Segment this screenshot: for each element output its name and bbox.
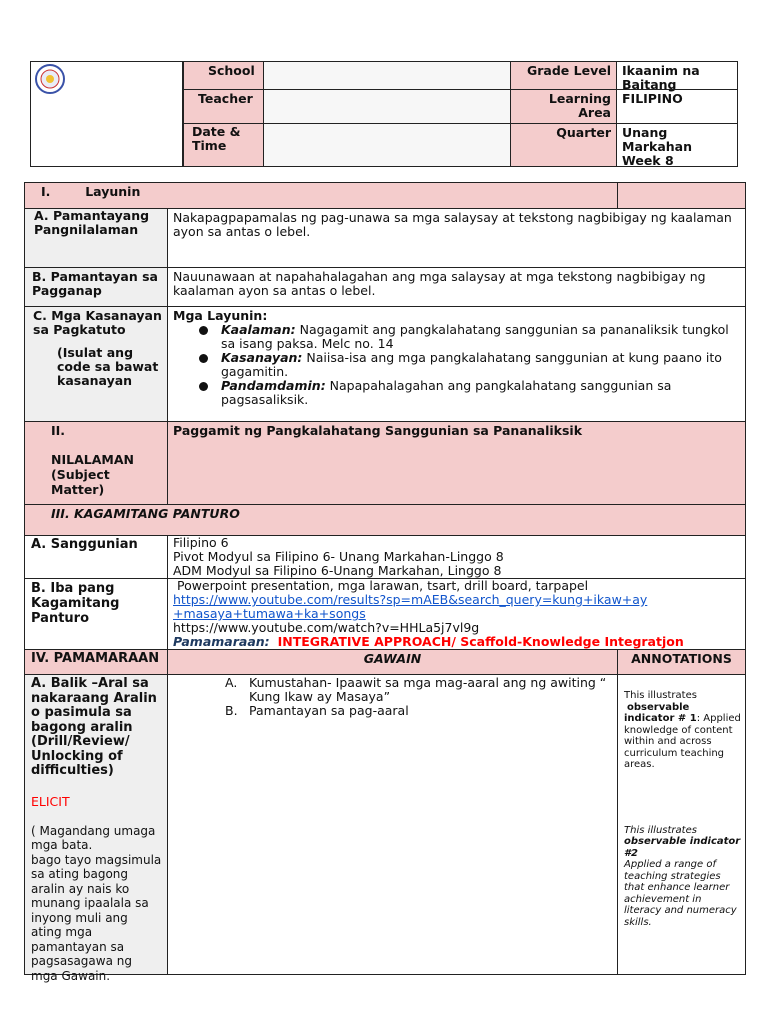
bullet-icon	[199, 354, 208, 363]
pamantayang-pangnilalaman-label: A. Pamantayang Pangnilalaman	[24, 208, 168, 268]
mga-layunin-heading: Mga Layunin:	[173, 308, 268, 323]
pamamaraan-title: IV. PAMAMARAAN	[24, 649, 168, 675]
pamamaraan-label: Pamamaraan:	[173, 634, 270, 649]
pamamaraan-value: INTEGRATIVE APPROACH/ Scaffold-Knowledge Integratjon	[277, 634, 684, 649]
date-time-field[interactable]	[263, 123, 511, 167]
annotation-2: This illustrates observable indicator #2 Applied a range of teaching strategies that enhance learner achievement in literacy and numeracy skills.	[624, 824, 741, 928]
youtube-watch-url: https://www.youtube.com/watch?v=HHLa5j7vl9g	[173, 620, 480, 635]
date-time-label: Date & Time	[183, 123, 264, 167]
gawain-content	[167, 674, 618, 975]
iba-pang-kagamitan-label: B. Iba pang Kagamitang Panturo	[24, 578, 168, 650]
nilalaman-label: NILALAMAN (Subject Matter)	[51, 452, 134, 497]
kasanayan-label: C. Mga Kasanayan sa Pagkatuto	[33, 308, 162, 337]
iba-pang-kagamitan-content	[167, 578, 746, 650]
school-label: School	[183, 61, 264, 90]
objectives-list	[173, 323, 740, 407]
kagamitang-panturo-title: III. KAGAMITANG PANTURO	[24, 504, 746, 536]
learning-area-label: Learning Area	[510, 89, 617, 124]
objective-item	[173, 351, 740, 379]
sanggunian-line: Pivot Modyul sa Filipino 6- Unang Markahan-Linggo 8	[173, 549, 504, 564]
nilalaman-num: II.	[51, 423, 66, 438]
kasanayan-note: (Isulat ang code sa bawat kasanayan	[57, 345, 159, 388]
grade-level-label: Grade Level	[510, 61, 617, 90]
gawain-steps	[173, 676, 612, 718]
pamantayang-pangnilalaman-text: Nakapagpapamalas ng pag-unawa sa mga salaysay at tekstong nagbibigay ng kaalaman ayon sa antas o lebel.	[167, 208, 746, 268]
pamamaraan-line	[173, 635, 740, 649]
gawain-step: B. Pamantayan sa pag-aaral	[225, 703, 409, 718]
grade-level-value: Ikaanim na Baitang	[616, 61, 738, 90]
deped-seal-icon	[34, 63, 66, 95]
quarter-label: Quarter	[510, 123, 617, 167]
annotations-header: ANNOTATIONS	[617, 649, 746, 675]
nilalaman-label-cell	[24, 421, 168, 505]
pamantayan-sa-pagganap-text: Nauunawaan at napahahalagahan ang mga salaysay at mga tekstong nagbibigay ng kaalaman ayon sa antas o lebel.	[167, 267, 746, 307]
section-layunin-title: I. Layunin	[24, 182, 618, 209]
objective-item	[173, 323, 740, 351]
pamantayan-sa-pagganap-label: B. Pamantayan sa Pagganap	[24, 267, 168, 307]
kasanayan-label-cell	[24, 306, 168, 422]
bullet-icon	[199, 326, 208, 335]
youtube-search-link[interactable]: https://www.youtube.com/results?sp=mAEB&search_query=kung+ikaw+ay+masaya+tumawa+ka+songs	[173, 592, 648, 621]
teacher-label: Teacher	[183, 89, 264, 124]
sanggunian-content	[167, 535, 746, 579]
objective-term: Pandamdamin:	[221, 378, 326, 393]
gawain-step: A. Kumustahan- Ipaawit sa mga mag-aaral ang ng awiting “ Kung Ikaw ay Masaya”	[225, 675, 607, 704]
section-layunin-spacer	[617, 182, 746, 209]
objective-text: Napapahalagahan ang pangkalahatang sanggunian sa pagsasaliksik.	[221, 378, 672, 407]
kasanayan-content	[167, 306, 746, 422]
objective-item	[173, 379, 740, 407]
objective-term: Kasanayan:	[221, 350, 303, 365]
sanggunian-line: ADM Modyul sa Filipino 6-Unang Markahan, Linggo 8	[173, 563, 502, 578]
nilalaman-text: Paggamit ng Pangkalahatang Sanggunian sa Pananaliksik	[167, 421, 746, 505]
teacher-field[interactable]	[263, 89, 511, 124]
school-field[interactable]	[263, 61, 511, 90]
sanggunian-line: Filipino 6	[173, 535, 229, 550]
logo-cell	[30, 61, 183, 167]
greeting-text: ( Magandang umaga mga bata. bago tayo magsimula sa ating bagong aralin ay nais ko munang ipaalala sa inyong muli ang ating mga pamantayan sa pagsasagawa ng mga Gawain.	[31, 823, 162, 983]
learning-area-value: FILIPINO	[616, 89, 738, 124]
quarter-value: Unang Markahan Week 8	[616, 123, 738, 167]
objective-term: Kaalaman:	[221, 322, 296, 337]
annotation-1: This illustrates observable indicator # 1: Applied knowledge of content within and across curriculum teaching areas.	[624, 690, 741, 770]
objective-text: Nagagamit ang pangkalahatang sanggunian sa pananaliksik tungkol sa isang paksa. Melc no. 14	[221, 322, 729, 351]
balik-aral-label: A. Balik –Aral sa nakaraang Aralin o pasimula sa bagong aralin (Drill/Review/ Unlocking of difficulties)	[31, 676, 157, 778]
gawain-header: GAWAIN	[167, 649, 618, 675]
annotations-content	[617, 674, 746, 975]
sanggunian-label: A. Sanggunian	[24, 535, 168, 579]
objective-text: Naiisa-isa ang mga pangkalahatang sanggunian at kung paano ito gagamitin.	[221, 350, 722, 379]
bullet-icon	[199, 382, 208, 391]
elicit-label: ELICIT	[31, 793, 70, 809]
balik-aral-cell	[24, 674, 168, 983]
materials-line: Powerpoint presentation, mga larawan, tsart, drill board, tarpapel	[173, 578, 589, 593]
